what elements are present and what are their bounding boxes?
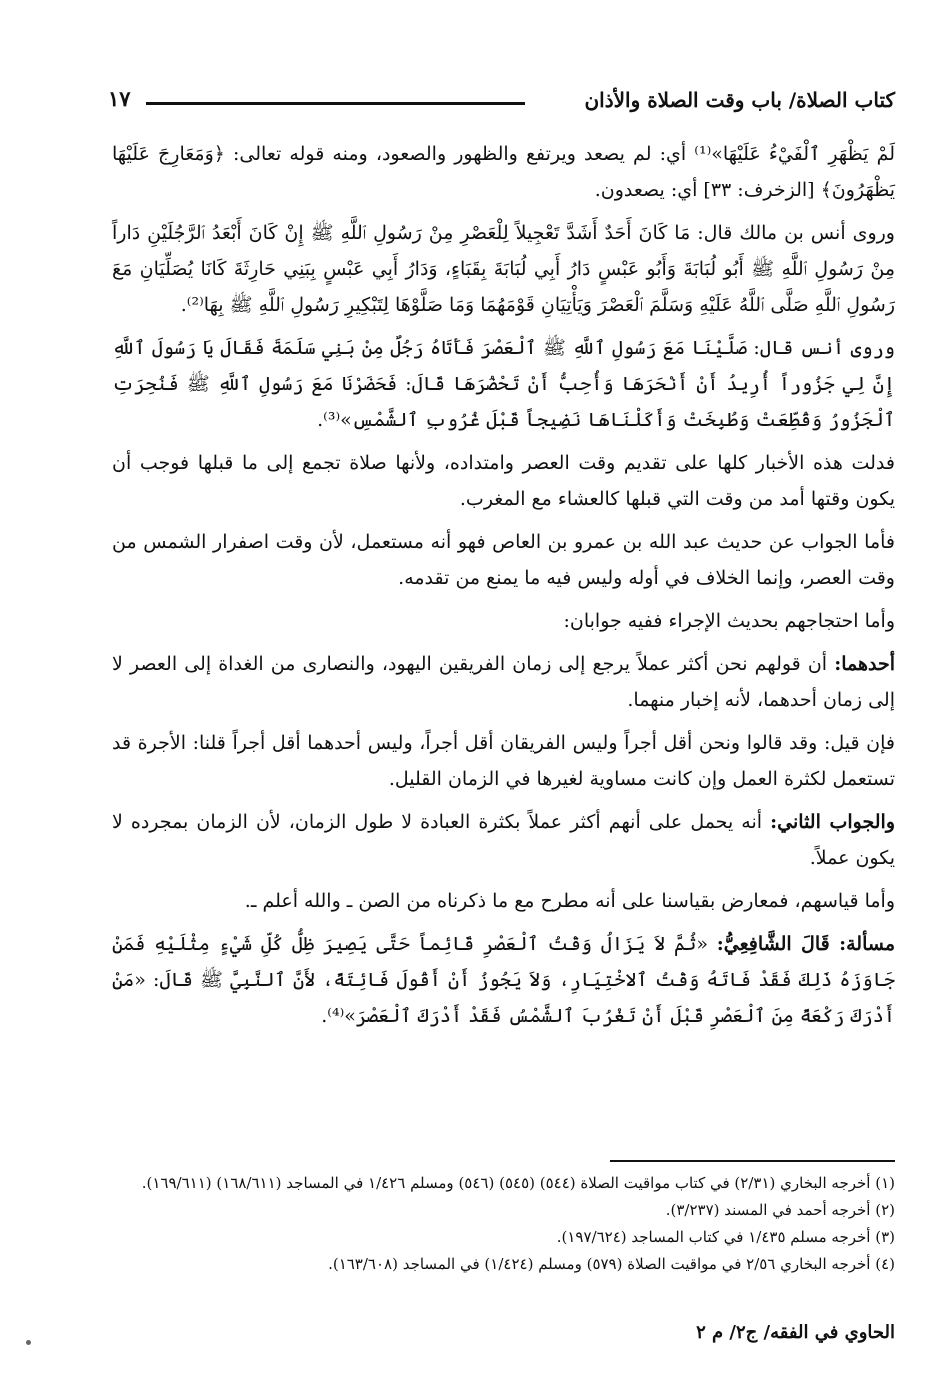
paragraph-text: فأما الجواب عن حديث عبد الله بن عمرو بن العاص فهو أنه مستعمل، لأن وقت اصفرار الشمس من وقت العصر، وإنما الخلاف في أوله وليس فيه ما يمنع من تقدمه. (112, 531, 895, 589)
paragraph-text: فدلت هذه الأخبار كلها على تقديم وقت العصر وامتداده، ولأنها صلاة تجمع إلى ما قبلها فوجب أن يكون وقتها أمد من وقت التي قبلها كالعشاء مع المغرب. (112, 452, 895, 510)
paragraph-10 (112, 883, 895, 919)
paragraph-text: وروى أنس قال: صَلَّيْنَا مَعَ رَسُولِ ٱللَّهِ ﷺ ٱلْعَصْرَ فَأَتَاهُ رَجُلٌ مِنْ بَنِي سَلَمَةَ فَقَالَ يَا رَسُولَ ٱللَّهِ إِنَّ لِي جَزُوراً أُرِيدُ أَنْ أَنْحَرَهَا وَأُحِبُّ أَنْ تَحْضُرَهَا قَالَ: فَحَضَرْنَا مَعَ رَسُولِ ٱللَّهِ ﷺ فَنُحِرَتِ ٱلْجَزُورُ وَقُطِّعَتْ وَطُبِخَتْ وَأَكَلْنَاهَا نَضِيجاً قَبْلَ غُرُوبِ ٱلشَّمْسِ»⁽³⁾. (112, 337, 895, 431)
footnote-separator (610, 1160, 895, 1162)
paragraph-lead: أحدهما: (834, 653, 895, 675)
paragraph-8 (112, 725, 895, 797)
paragraph-text: أن قولهم نحن أكثر عملاً يرجع إلى زمان الفريقين اليهود، والنصارى من الغداة إلى العصر لا إلى زمان أحدهما، لأنه إخبار منهما. (112, 653, 895, 711)
paragraph-text: أنه يحمل على أنهم أكثر عملاً بكثرة العبادة لا طول الزمان، لأن الزمان بمجرده لا يكون عملاً. (112, 811, 895, 869)
header-rule (146, 102, 525, 105)
footnote-1: (١) أخرجه البخاري (٢/٣١) في كتاب مواقيت الصلاة (٥٤٤) (٥٤٥) (٥٤٦) ومسلم ١/٤٢٦ في المساجد (١٦٨/٦١١) (١٦٩/٦١١). (141, 1174, 895, 1192)
page-footer: الحاوي في الفقه/ ج٢/ م ٢ (696, 1322, 895, 1343)
margin-mark (26, 1340, 31, 1345)
paragraph-11 (112, 926, 895, 1034)
paragraph-2 (112, 215, 895, 323)
paragraph-text: وأما قياسهم، فمعارض بقياسنا على أنه مطرح مع ما ذكرناه من الصن ـ والله أعلم ـ. (244, 890, 895, 912)
paragraph-text: وروى أنس بن مالك قال: مَا كَانَ أَحَدٌ أَشَدَّ تَعْجِيلاً لِلْعَصْرِ مِنْ رَسُولِ ٱللَّهِ ﷺ إِنْ كَانَ أَبْعَدُ ٱلرَّجُلَيْنِ دَاراً مِنْ رَسُولِ ٱللَّهِ ﷺ أَبُو لُبَابَةَ وَأَبُو عَبْسٍ دَارُ أَبِي لُبَابَةَ بِقَبَاءٍ، وَدَارُ أَبِي عَبْسٍ بِبَنِي حَارِثَةَ كَانَا يُصَلِّيَانِ مَعَ رَسُولِ ٱللَّهِ صَلَّى ٱللَّهُ عَلَيْهِ وَسَلَّمَ ٱلْعَصْرَ وَيَأْتِيَانِ قَوْمَهُمَا وَمَا صَلَّوْهَا لِتَبْكِيرِ رَسُولِ ٱللَّهِ ﷺ بِهَا⁽²⁾. (112, 222, 895, 316)
paragraph-text: لَمْ يَظْهَرِ ٱلْفَيْءُ عَلَيْهَا»⁽¹⁾ أي: لم يصعد ويرتفع والظهور والصعود، ومنه قوله تعالى: ﴿وَمَعَارِجَ عَلَيْهَا يَظْهَرُونَ﴾ [الزخرف: ٣٣] أي: يصعدون. (112, 143, 895, 201)
page-number: ١٧ (108, 86, 131, 111)
paragraph-lead: والجواب الثاني: (770, 811, 895, 833)
paragraph-text: فإن قيل: وقد قالوا ونحن أقل أجراً وليس الفريقان أقل أجراً، وليس أحدهما أقل أجراً قلنا: الأجرة قد تستعمل لكثرة العمل وإن كانت مساوية لغيرها في الزمان القليل. (112, 732, 895, 790)
header-title: كتاب الصلاة/ باب وقت الصلاة والأذان (584, 88, 895, 112)
paragraph-lead: مسألة: قَالَ الشَّافِعِيُّ: (716, 933, 896, 955)
paragraph-4 (112, 445, 895, 517)
paragraph-7 (112, 646, 895, 718)
running-header (108, 80, 895, 120)
paragraph-text: «ثُمَّ لاَ يَزَالُ وَقْتُ ٱلْعَصْرِ قَائِماً حَتَّى يَصِيرَ ظِلُّ كُلِّ شَيْءٍ مِثْلَيْهِ فَمَنْ جَاوَزَهُ ذَلِكَ فَقَدْ فَاتَهُ وَقْتُ ٱلاخْتِيَارِ، وَلاَ يَجُوزُ أَنْ أَقُولَ فَائِتَةً، لأَنَّ ٱلنَّبِيَّ ﷺ قَالَ: «مَنْ أَدْرَكَ رَكْعَةً مِنَ ٱلْعَصْرِ قَبْلَ أَنْ تَغْرُبَ ٱلشَّمْسُ فَقَدْ أَدْرَكَ ٱلْعَصْرَ»⁽⁴⁾. (112, 933, 895, 1027)
paragraph-1 (112, 136, 895, 208)
paragraph-6 (112, 603, 895, 639)
paragraph-5 (112, 524, 895, 596)
footnote-2: (٢) أخرجه أحمد في المسند (٣/٢٣٧). (665, 1201, 895, 1219)
paragraph-text: وأما احتجاجهم بحديث الإجراء ففيه جوابان: (563, 610, 895, 632)
footnote-3: (٣) أخرجه مسلم ١/٤٣٥ في كتاب المساجد (١٩٧/٦٢٤). (556, 1228, 895, 1246)
footnote-4: (٤) أخرجه البخاري ٢/٥٦ في مواقيت الصلاة (٥٧٩) ومسلم (١/٤٢٤) في المساجد (١٦٣/٦٠٨). (328, 1255, 895, 1273)
footnotes (112, 1170, 895, 1278)
paragraph-9 (112, 804, 895, 876)
paragraph-3 (112, 330, 895, 438)
main-text (112, 136, 895, 1041)
